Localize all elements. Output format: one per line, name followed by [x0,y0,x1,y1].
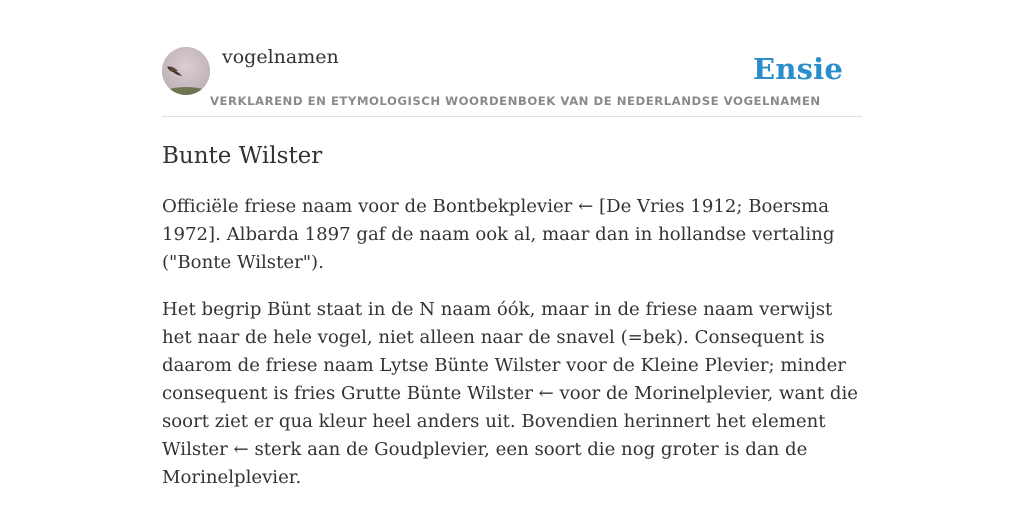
paragraph-1-text-b: [De Vries 1912; Boersma 1972]. Albarda 1897 gaf de naam ook al, maar dan in hollandse vertaling ("Bonte Wilster"). [162,196,835,273]
site-header [162,0,862,117]
paragraph-1-text-a: Officiële friese naam voor de Bontbekplevier [162,196,573,217]
entry-title: Bunte Wilster [162,143,323,169]
bird-avatar-icon[interactable] [162,47,210,95]
paragraph-2-text-c: sterk aan de Goudplevier, een soort die nog groter is dan de Morinelplevier. [162,439,808,488]
reference-arrow-link[interactable]: ← [578,196,594,217]
ensie-logo[interactable]: Ensie [753,52,843,86]
site-name-link[interactable]: vogelnamen [222,46,339,68]
paragraph-2 [162,296,862,492]
paragraph-2-text-a: Het begrip Bünt staat in de N naam óók, maar in de friese naam verwijst het naar de hele vogel, niet alleen naar de snavel (=bek). Consequent is daarom de friese naam Lytse Bünte Wilster voor de Kleine Plevier; minder consequent is fries Grutte Bünte Wilster [162,299,846,404]
reference-arrow-link[interactable]: ← [233,439,249,460]
page-container [162,0,862,492]
paragraph-2-text-b: voor de Morinelplevier, want die soort ziet er qua kleur heel anders uit. Bovendien herinnert het element Wilster [162,383,858,460]
site-subtitle: VERKLAREND EN ETYMOLOGISCH WOORDENBOEK VAN DE NEDERLANDSE VOGELNAMEN [210,94,821,108]
paragraph-1 [162,193,862,277]
reference-arrow-link[interactable]: ← [538,383,554,404]
